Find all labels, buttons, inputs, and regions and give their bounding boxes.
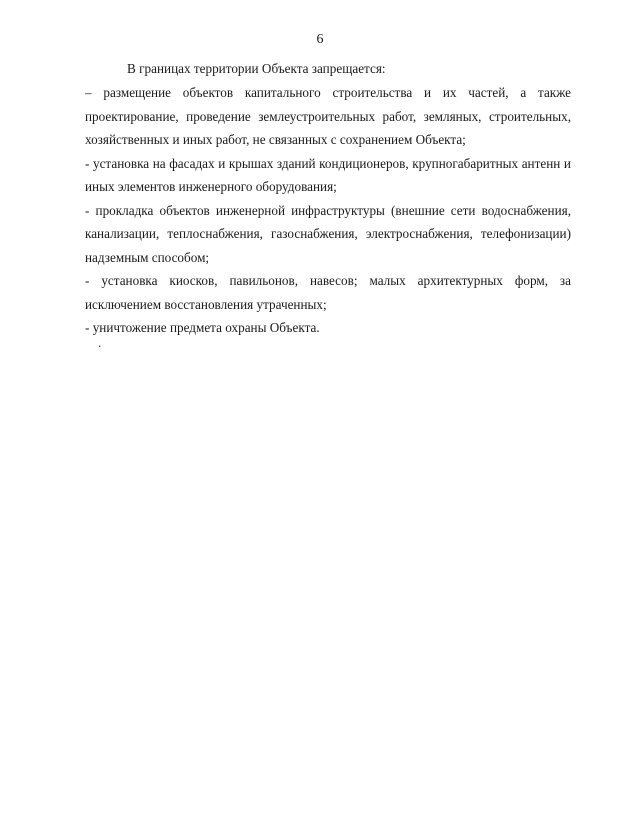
page-number: 6 <box>316 32 324 47</box>
stray-mark: . <box>98 335 102 350</box>
prohibition-item-equipment: - установка на фасадах и крышах зданий кондиционеров, крупногабаритных антенн и иных элементов инженерного оборудования; <box>85 155 571 194</box>
prohibition-item-construction: – размещение объектов капитального строительства и их частей, а также проектирование, проведение землеустроительных работ, земляных, строительных, хозяйственных и иных работ, не связанных с сохранением Объекта; <box>85 85 571 147</box>
prohibition-item-protection: - уничтожение предмета охраны Объекта. <box>85 320 320 335</box>
document-body <box>85 57 571 340</box>
intro-line: В границах территории Объекта запрещается: <box>127 61 386 76</box>
prohibition-item-utilities: - прокладка объектов инженерной инфраструктуры (внешние сети водоснабжения, канализации, теплоснабжения, газоснабжения, электроснабжения, телефонизации) надземным способом; <box>85 202 571 265</box>
prohibition-item-kiosks: - установка киосков, павильонов, навесов; малых архитектурных форм, за исключением восстановления утраченных; <box>85 273 571 312</box>
